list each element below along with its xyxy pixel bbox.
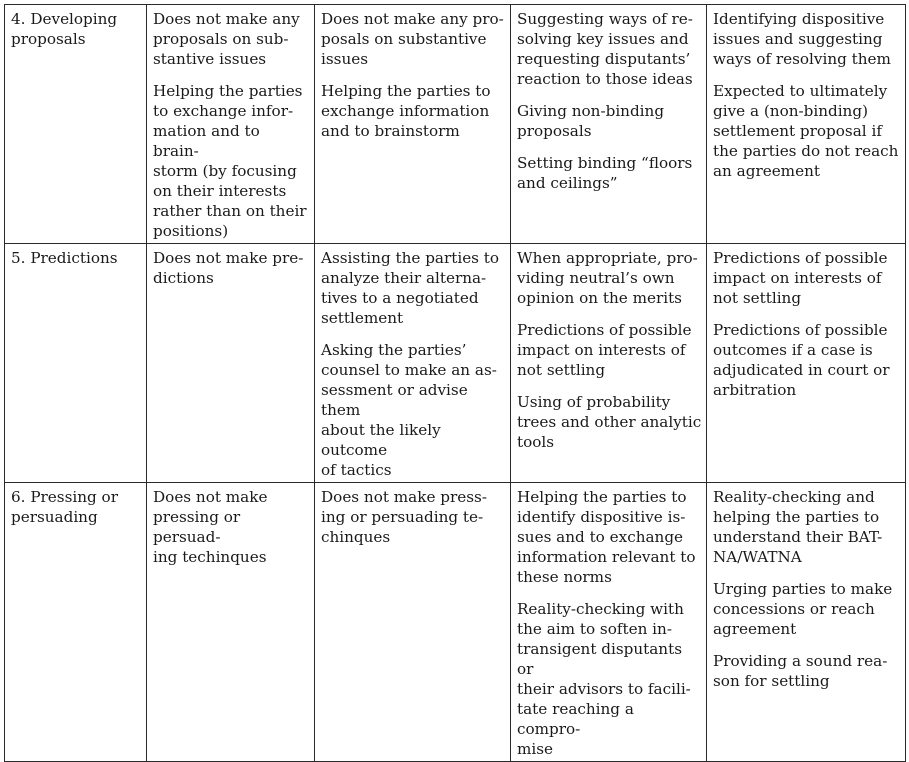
row-label: 5. Predictions	[11, 249, 118, 267]
cell-paragraph: Predictions of possible outcomes if a case is adjudicated in court or arbitration	[713, 321, 890, 399]
cell-paragraph: Providing a sound rea- son for settling	[713, 652, 888, 690]
cell-paragraph: Reality-checking and helping the parties to understand their BAT- NA/WATNA	[713, 488, 883, 566]
table-row	[5, 483, 906, 762]
cell-paragraph: Suggesting ways of re- solving key issues and requesting disputants’ reaction to those ideas	[517, 10, 693, 88]
table-cell	[707, 5, 906, 244]
techniques-table	[4, 4, 906, 762]
table-cell	[315, 5, 511, 244]
table-cell	[147, 244, 315, 483]
cell-paragraph: Helping the parties to exchange information and to brainstorm	[321, 82, 491, 140]
row-label-cell	[5, 483, 147, 762]
cell-paragraph: Expected to ultimately give a (non-binding) settlement proposal if the parties do not reach an agreement	[713, 82, 899, 180]
row-label: 6. Pressing or persuading	[11, 488, 118, 526]
cell-paragraph: Does not make pre- dictions	[153, 249, 304, 287]
table-cell	[315, 244, 511, 483]
cell-paragraph: Assisting the parties to analyze their alterna- tives to a negotiated settlement	[321, 249, 500, 327]
row-label: 4. Developing proposals	[11, 10, 118, 48]
cell-paragraph: Predictions of possible impact on interests of not settling	[517, 321, 692, 379]
cell-paragraph: Predictions of possible impact on interests of not settling	[713, 249, 888, 307]
cell-paragraph: Urging parties to make concessions or reach agreement	[713, 580, 893, 638]
cell-paragraph: Using of probability trees and other analytic tools	[517, 393, 702, 451]
cell-paragraph: Does not make press- ing or persuading te- chinques	[321, 488, 487, 546]
table-cell	[511, 483, 707, 762]
cell-paragraph: Identifying dispositive issues and suggesting ways of resolving them	[713, 10, 891, 68]
cell-paragraph: Does not make any pro- posals on substantive issues	[321, 10, 504, 68]
table-cell	[511, 5, 707, 244]
row-label-cell	[5, 244, 147, 483]
cell-paragraph: Helping the parties to exchange infor- mation and to brain- storm (by focusing on their interests rather than on their positions)	[153, 82, 307, 240]
table-cell	[315, 483, 511, 762]
cell-paragraph: Does not make pressing or persuad- ing techinques	[153, 488, 268, 566]
cell-paragraph: Helping the parties to identify dispositive is- sues and to exchange information relevant to these norms	[517, 488, 696, 586]
cell-paragraph: When appropriate, pro- viding neutral’s own opinion on the merits	[517, 249, 698, 307]
table-cell	[147, 483, 315, 762]
table-row	[5, 244, 906, 483]
row-label-cell	[5, 5, 147, 244]
cell-paragraph: Giving non-binding proposals	[517, 102, 665, 140]
cell-paragraph: Reality-checking with the aim to soften in- transigent disputants or their advisors to facili- tate reaching a compro- mise	[517, 600, 691, 758]
cell-paragraph: Does not make any proposals on sub- stantive issues	[153, 10, 300, 68]
table-cell	[147, 5, 315, 244]
table-cell	[511, 244, 707, 483]
table-row	[5, 5, 906, 244]
cell-paragraph: Asking the parties’ counsel to make an as- sessment or advise them about the likely outcome of tactics	[321, 341, 497, 479]
cell-paragraph: Setting binding “floors and ceilings”	[517, 154, 693, 192]
table-cell	[707, 244, 906, 483]
table-cell	[707, 483, 906, 762]
